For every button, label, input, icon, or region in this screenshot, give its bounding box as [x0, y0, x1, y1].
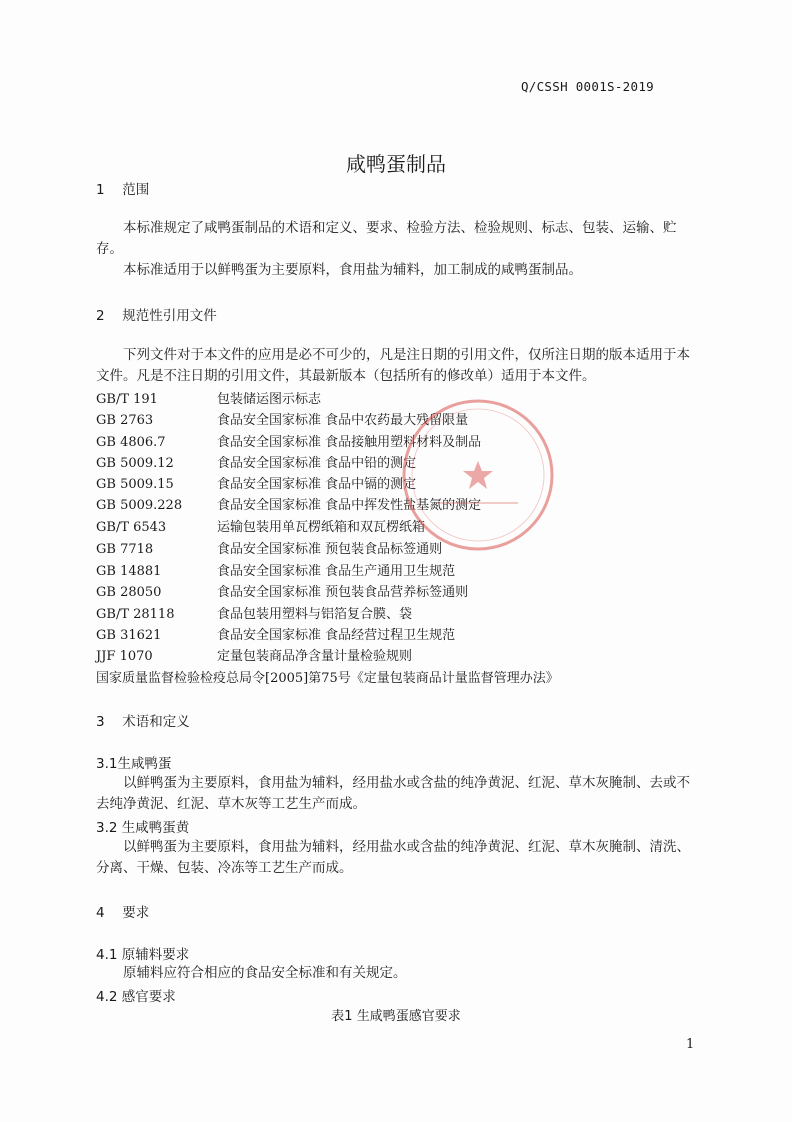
reference-name: 食品安全国家标准 食品中挥发性盐基氮的测定 [217, 498, 482, 513]
section-title: 要求 [122, 905, 150, 921]
reference-name: 食品安全国家标准 预包装食品标签通则 [217, 542, 443, 557]
term-3-1-heading: 3.1生咸鸭蛋 [96, 756, 172, 772]
document-title: 咸鸭蛋制品 [346, 152, 446, 176]
requirement-4-2-heading: 4.2 感官要求 [96, 989, 176, 1005]
reference-code: GB 28050 [96, 585, 162, 600]
reference-code: GB 7718 [96, 542, 154, 557]
reference-code: GB 2763 [96, 413, 154, 428]
section-3-heading [96, 710, 190, 730]
reference-code: GB 4806.7 [96, 435, 166, 450]
reference-name: 食品安全国家标准 食品经营过程卫生规范 [217, 628, 456, 643]
reference-item [96, 603, 696, 624]
reference-item [96, 431, 696, 452]
reference-name: 食品安全国家标准 食品中镉的测定 [217, 477, 417, 492]
reference-name: 食品安全国家标准 食品中铅的测定 [217, 456, 417, 471]
term-3-2-heading: 3.2 生咸鸭蛋黄 [96, 820, 190, 836]
requirement-4-1-text: 原辅料应符合相应的食品安全标准和有关规定。 [123, 965, 407, 981]
reference-name: 定量包装商品净含量计量检验规则 [217, 649, 413, 664]
reference-item [96, 645, 696, 666]
document-code: Q/CSSH 0001S-2019 [520, 79, 654, 94]
reference-item [96, 409, 696, 430]
section-1-heading [96, 178, 149, 198]
section-title: 规范性引用文件 [122, 308, 217, 324]
scope-paragraph-1: 本标准规定了咸鸭蛋制品的术语和定义、要求、检验方法、检验规则、标志、包装、运输、贮存。 [96, 220, 677, 257]
reference-code: GB 5009.228 [96, 498, 183, 513]
reference-item [96, 473, 696, 494]
references-intro: 下列文件对于本文件的应用是必不可少的，凡是注日期的引用文件，仅所注日期的版本适用于本文件。凡是不注日期的引用文件，其最新版本（包括所有的修改单）适用于本文件。 [96, 347, 690, 384]
official-seal-icon [398, 395, 558, 555]
section-number: 2 [96, 308, 105, 324]
reference-name: 食品包装用塑料与铝箔复合膜、袋 [217, 607, 413, 622]
scope-paragraph-2: 本标准适用于以鲜鸭蛋为主要原料，食用盐为辅料，加工制成的咸鸭蛋制品。 [123, 262, 582, 278]
reference-name: 运输包装用单瓦楞纸箱和双瓦楞纸箱 [217, 520, 426, 535]
section-title: 术语和定义 [122, 714, 190, 730]
reference-code: JJF 1070 [96, 649, 153, 664]
reference-item [96, 516, 696, 537]
reference-item [96, 538, 696, 559]
section-number: 1 [96, 182, 105, 198]
reference-decree: 国家质量监督检验检疫总局令[2005]第75号《定量包装商品计量监督管理办法》 [96, 671, 559, 686]
reference-code: GB 5009.12 [96, 456, 174, 471]
reference-name: 食品安全国家标准 食品中农药最大残留限量 [217, 413, 469, 428]
section-2-heading [96, 304, 217, 324]
reference-name: 包装储运图示标志 [217, 392, 322, 407]
table-caption: 表1 生咸鸭蛋感官要求 [331, 1009, 461, 1024]
requirement-4-1-heading: 4.1 原辅料要求 [96, 947, 190, 963]
section-title: 范围 [122, 182, 150, 198]
reference-name: 食品安全国家标准 食品生产通用卫生规范 [217, 564, 456, 579]
page-number: 1 [686, 1037, 695, 1052]
section-number: 3 [96, 714, 105, 730]
reference-code: GB 14881 [96, 564, 162, 579]
reference-code: GB/T 28118 [96, 607, 175, 622]
reference-item [96, 581, 696, 602]
reference-code: GB/T 6543 [96, 520, 167, 535]
reference-code: GB 31621 [96, 628, 162, 643]
reference-item [96, 388, 696, 409]
reference-item [96, 560, 696, 581]
reference-item [96, 624, 696, 645]
reference-code: GB 5009.15 [96, 477, 174, 492]
reference-item [96, 452, 696, 473]
section-number: 4 [96, 905, 105, 921]
term-3-2-text: 以鲜鸭蛋为主要原料，食用盐为辅料，经用盐水或含盐的纯净黄泥、红泥、草木灰腌制、清洗、分离、干燥、包装、冷冻等工艺生产而成。 [96, 839, 690, 876]
reference-item [96, 494, 696, 515]
section-4-heading [96, 901, 149, 921]
reference-code: GB/T 191 [96, 392, 158, 407]
term-3-1-text: 以鲜鸭蛋为主要原料，食用盐为辅料，经用盐水或含盐的纯净黄泥、红泥、草木灰腌制、去或不去纯净黄泥、红泥、草木灰等工艺生产而成。 [96, 775, 690, 812]
reference-name: 食品安全国家标准 预包装食品营养标签通则 [217, 585, 469, 600]
reference-name: 食品安全国家标准 食品接触用塑料材料及制品 [217, 435, 482, 450]
